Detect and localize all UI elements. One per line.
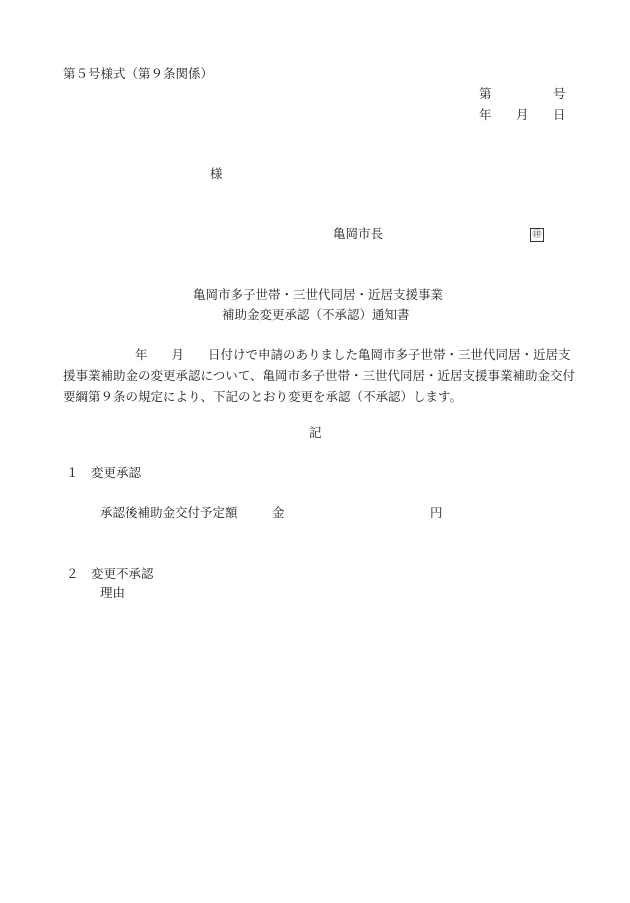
body-paragraph: [63, 344, 576, 407]
seal-mark: [530, 226, 544, 242]
ki-heading: 記: [309, 425, 322, 440]
date-year: 年: [479, 107, 492, 122]
body-year: 年: [135, 347, 148, 362]
body-line-3: 要綱第９条の規定により、下記のとおり変更を承認（不承認）します。: [63, 389, 463, 404]
section-2-heading: ２ 変更不承認: [66, 566, 154, 581]
number-suffix: 号: [553, 86, 566, 101]
body-line-2: 援事業補助金の変更承認について、亀岡市多子世帯・三世代同居・近居支援事業補助金交付: [63, 368, 576, 383]
section-1-heading: １ 変更承認: [66, 465, 142, 480]
body-month: 月: [171, 347, 185, 362]
body-line-1-rest: 日付けで申請のありました亀岡市多子世帯・三世代同居・近居支: [208, 347, 571, 362]
body-line-1: [63, 344, 569, 365]
title-line-1: 亀岡市多子世帯・三世代同居・近居支援事業: [193, 287, 444, 302]
form-number: 第５号様式（第９条関係）: [63, 66, 214, 81]
amount-yen: 円: [430, 505, 443, 520]
title-line-2: 補助金変更承認（不承認）通知書: [222, 307, 410, 322]
date-day: 日: [553, 107, 566, 122]
amount-kin: 金: [272, 505, 285, 520]
reason-label: 理由: [100, 585, 126, 600]
seal-icon: ㊞: [530, 228, 544, 242]
date-month: 月: [516, 107, 529, 122]
amount-label: 承認後補助金交付予定額: [100, 505, 238, 520]
addressee-honorific: 様: [210, 166, 223, 181]
number-prefix: 第: [479, 86, 492, 101]
issuer-mayor: 亀岡市長: [333, 226, 384, 241]
